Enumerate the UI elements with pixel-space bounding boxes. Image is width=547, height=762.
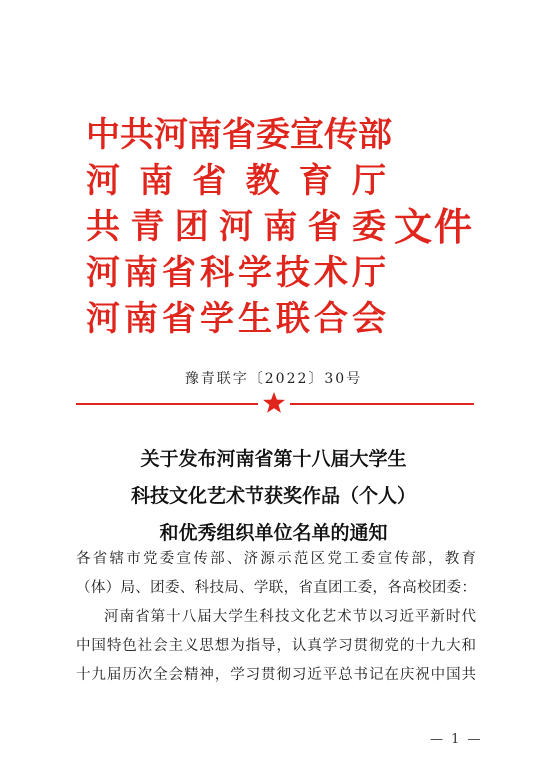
body-text-line: 中国特色社会主义思想为指导，认真学习贯彻党的十九大和 bbox=[76, 638, 476, 654]
red-divider-left bbox=[76, 403, 258, 405]
notice-title-line: 关于发布河南省第十八届大学生 bbox=[140, 448, 407, 470]
issuer-name: 中共河南省委宣传部 bbox=[86, 115, 392, 155]
body-text-line: 十九届历次全会精神，学习贯彻习近平总书记在庆祝中国共 bbox=[76, 667, 476, 683]
body-text-line: （体）局、团委、科技局、学联，省直团工委，各高校团委： bbox=[76, 580, 476, 596]
body-text-line: 各省辖市党委宣传部、济源示范区党工委宣传部，教育 bbox=[76, 551, 476, 567]
document-number: 豫青联字〔2022〕30号 bbox=[184, 371, 363, 387]
notice-title-line: 和优秀组织单位名单的通知 bbox=[159, 522, 388, 544]
page-number: — 1 — bbox=[430, 732, 483, 747]
issuer-block bbox=[86, 112, 476, 344]
star-icon bbox=[262, 391, 286, 415]
issuer-name: 共青团河南省委 bbox=[86, 207, 386, 247]
issuer-name: 河南省学生联合会 bbox=[86, 299, 386, 339]
notice-title-line: 科技文化艺术节获奖作品（个人） bbox=[130, 485, 416, 507]
red-divider-right bbox=[290, 403, 474, 405]
document-label: 文件 bbox=[394, 205, 475, 249]
body-text-line: 河南省第十八届大学生科技文化艺术节以习近平新时代 bbox=[104, 609, 476, 625]
issuer-name: 河南省科学技术厅 bbox=[86, 253, 386, 293]
issuer-name: 河南省教育厅 bbox=[86, 161, 386, 201]
